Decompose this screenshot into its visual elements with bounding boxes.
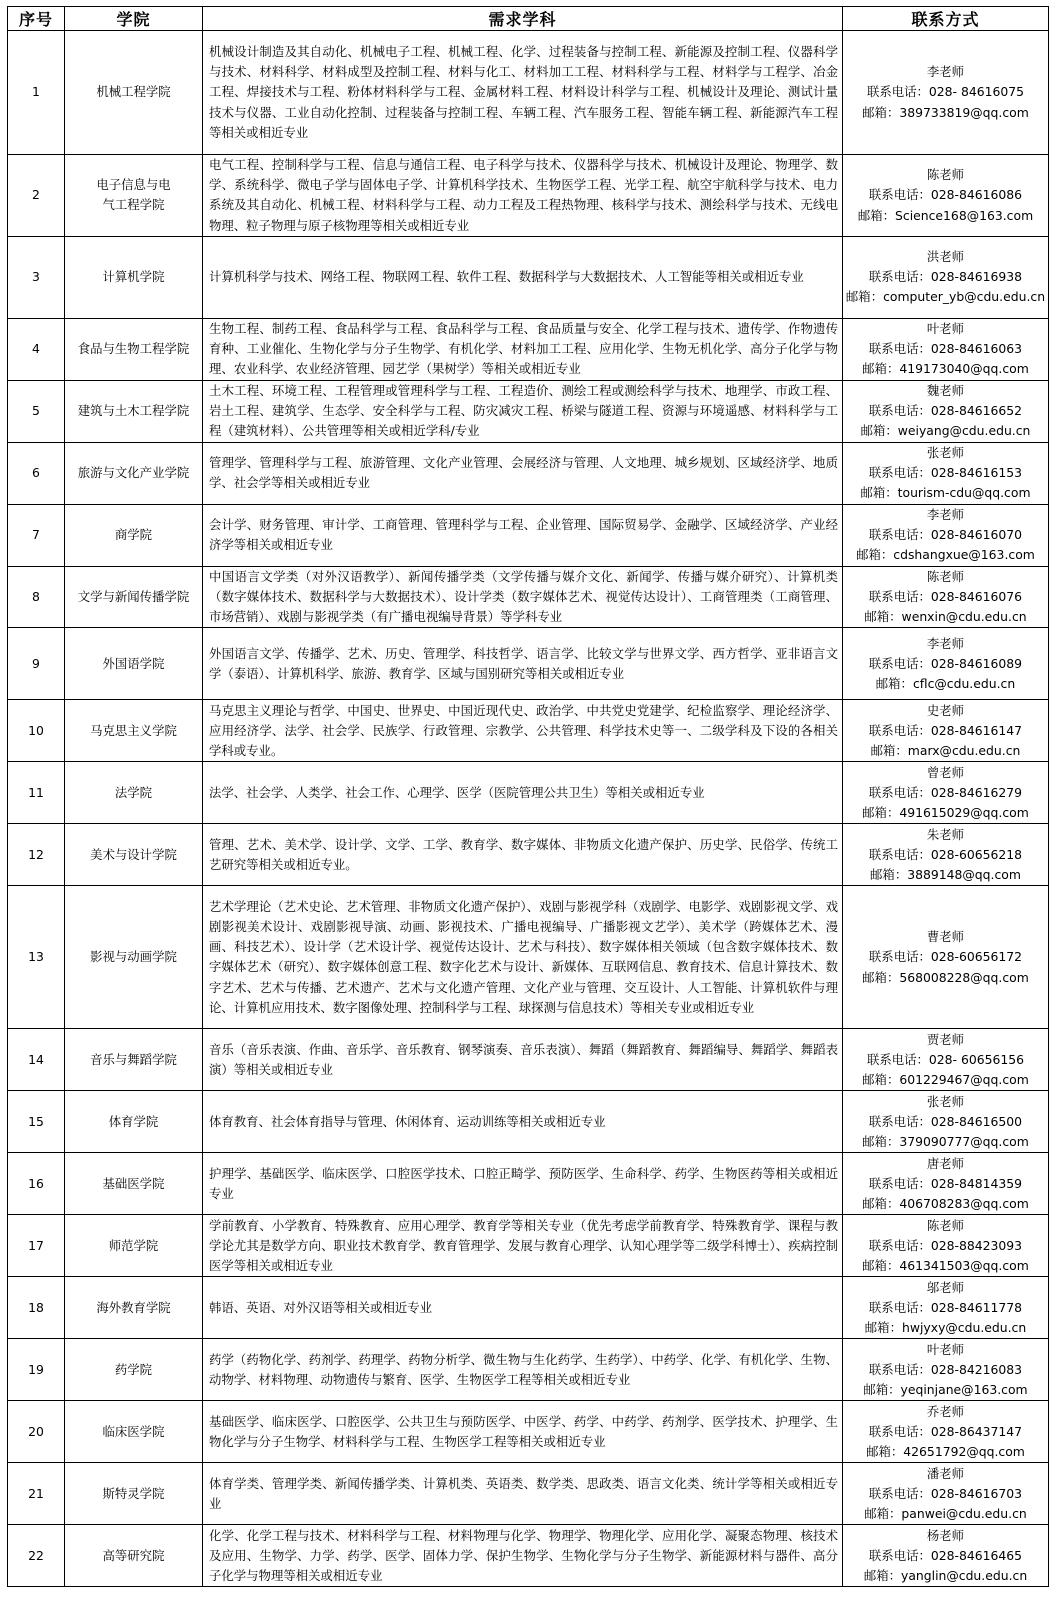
college-name: 药学院 <box>65 1339 203 1401</box>
required-disciplines: 外国语言文学、传播学、艺术、历史、管理学、科技哲学、语言学、比较文学与世界文学、西方哲学、亚非语言文学（泰语）、计算机科学、旅游、教育学、区域与国别研究等相关或相近专业 <box>203 628 843 700</box>
contact-email: 邮箱：461341503@qq.com <box>862 1258 1029 1274</box>
contact-teacher: 叶老师 <box>926 1341 965 1357</box>
header-no: 序号 <box>8 7 65 31</box>
college-name: 外国语学院 <box>65 628 203 700</box>
contact-cell <box>843 1339 1049 1401</box>
contact-teacher: 李老师 <box>926 64 965 80</box>
contact-email: 邮箱：computer_yb@cdu.edu.cn <box>845 289 1046 305</box>
contact-email: 邮箱：406708283@qq.com <box>862 1196 1029 1212</box>
contact-email: 邮箱：marx@cdu.edu.cn <box>870 743 1021 759</box>
contact-phone: 联系电话：028-84616153 <box>868 465 1023 481</box>
college-name: 电子信息与电气工程学院 <box>65 155 203 237</box>
contact-email: 邮箱：601229467@qq.com <box>862 1072 1029 1088</box>
required-disciplines: 体育学类、管理学类、新闻传播学类、计算机类、英语类、数学类、思政类、语言文化类、统计学等相关或相近专业 <box>203 1463 843 1525</box>
contact-phone: 联系电话：028-84616279 <box>868 784 1023 800</box>
contact-phone: 联系电话：028-84616086 <box>868 187 1023 203</box>
college-name: 建筑与土木工程学院 <box>65 380 203 442</box>
table-row <box>8 504 1049 566</box>
recruitment-table <box>7 6 1049 1587</box>
college-name: 计算机学院 <box>65 236 203 318</box>
row-number: 14 <box>8 1029 65 1091</box>
contact-email: 邮箱：weiyang@cdu.edu.cn <box>860 423 1031 439</box>
table-row <box>8 236 1049 318</box>
required-disciplines: 土木工程、环境工程、工程管理或管理科学与工程、工程造价、测绘工程或测绘科学与技术、地理学、市政工程、岩土工程、建筑学、生态学、安全科学与工程、防灾减灾工程、桥梁与隧道工程、资源与环境遥感、材料科学与工程（建筑材料）、公共管理等相关或相近学科/专业 <box>203 380 843 442</box>
row-number: 13 <box>8 886 65 1029</box>
college-name: 斯特灵学院 <box>65 1463 203 1525</box>
row-number: 6 <box>8 442 65 504</box>
contact-cell <box>843 1029 1049 1091</box>
contact-cell <box>843 1401 1049 1463</box>
row-number: 9 <box>8 628 65 700</box>
college-name: 文学与新闻传播学院 <box>65 566 203 628</box>
contact-email: 邮箱：wenxin@cdu.edu.cn <box>864 609 1027 625</box>
contact-email: 邮箱：panwei@cdu.edu.cn <box>864 1506 1027 1522</box>
table-row <box>8 628 1049 700</box>
required-disciplines: 化学、化学工程与技术、材料科学与工程、材料物理与化学、物理学、物理化学、应用化学、凝聚态物理、核技术及应用、生物学、力学、药学、医学、固体力学、保护生物学、生物化学与分子生物学、新能源材料与器件、高分子化学与物理等相关或相近专业 <box>203 1525 843 1587</box>
contact-email: 邮箱：Science168@163.com <box>857 207 1034 223</box>
table-row <box>8 1029 1049 1091</box>
college-name: 食品与生物工程学院 <box>65 318 203 380</box>
required-disciplines: 生物工程、制药工程、食品科学与工程、食品科学与工程、食品质量与安全、化学工程与技术、遗传学、作物遗传育种、工业催化、生物化学与分子生物学、有机化学、材料加工工程、应用化学、生物无机化学、高分子化学与物理、农业科学、农业经济管理、园艺学（果树学）等相关或相近专业 <box>203 318 843 380</box>
required-disciplines: 韩语、英语、对外汉语等相关或相近专业 <box>203 1277 843 1339</box>
table-row <box>8 31 1049 155</box>
contact-phone: 联系电话：028-86437147 <box>868 1423 1023 1439</box>
contact-email: 邮箱：3889148@qq.com <box>870 867 1021 883</box>
row-number: 15 <box>8 1091 65 1153</box>
contact-phone: 联系电话：028-84616076 <box>868 589 1023 605</box>
row-number: 21 <box>8 1463 65 1525</box>
college-name: 商学院 <box>65 504 203 566</box>
contact-email: 邮箱：491615029@qq.com <box>862 805 1029 821</box>
contact-cell <box>843 1525 1049 1587</box>
contact-teacher: 邬老师 <box>926 1279 965 1295</box>
header-contact: 联系方式 <box>843 7 1049 31</box>
contact-cell <box>843 1091 1049 1153</box>
table-row <box>8 1463 1049 1525</box>
required-disciplines: 中国语言文学类（对外汉语教学）、新闻传播学类（文学传播与媒介文化、新闻学、传播与媒介研究）、计算机类（数字媒体技术、数据科学与大数据技术）、设计学类（数字媒体艺术、视觉传达设计）、工商管理类（工商管理、市场营销）、戏剧与影视学类（有广播电视编导背景）等学科专业 <box>203 566 843 628</box>
contact-teacher: 贾老师 <box>926 1031 965 1047</box>
table-row <box>8 824 1049 886</box>
table-row <box>8 1215 1049 1277</box>
table-row <box>8 318 1049 380</box>
contact-email: 邮箱：hwjyxy@cdu.edu.cn <box>864 1320 1027 1336</box>
table-row <box>8 1401 1049 1463</box>
table-row <box>8 1153 1049 1215</box>
contact-teacher: 朱老师 <box>926 826 965 842</box>
contact-email: 邮箱：yanglin@cdu.edu.cn <box>863 1568 1028 1584</box>
contact-phone: 联系电话：028-84616147 <box>868 722 1023 738</box>
college-name: 美术与设计学院 <box>65 824 203 886</box>
contact-teacher: 叶老师 <box>926 321 965 336</box>
required-disciplines: 体育教育、社会体育指导与管理、休闲体育、运动训练等相关或相近专业 <box>203 1091 843 1153</box>
college-name: 机械工程学院 <box>65 31 203 155</box>
row-number: 11 <box>8 762 65 824</box>
contact-phone: 联系电话：028-84616063 <box>868 341 1023 357</box>
contact-phone: 联系电话：028-60656172 <box>868 949 1023 965</box>
row-number: 4 <box>8 318 65 380</box>
required-disciplines: 艺术学理论（艺术史论、艺术管理、非物质文化遗产保护）、戏剧与影视学科（戏剧学、电影学、戏剧影视文学、戏剧影视美术设计、戏剧影视导演、动画、影视技术、广播电视编导、广播影视文艺学）、美术学（跨媒体艺术、漫画、科技艺术）、设计学（艺术设计学、视觉传达设计、艺术与科技）、数字媒体相关领域（包含数字媒体技术、数字媒体艺术（研究）、数字媒体创意工程、数字化艺术与设计、新媒体、互联网信息、教育技术、信息计算技术、数字艺术、艺术与传播、艺术遗产、艺术与文化遗产管理、文化产业与管理、交互设计、人工智能、计算机软件与理论、计算机应用技术、数字图像处理、控制科学与工程、球探测与信息技术）等相关专业或相近专业 <box>203 886 843 1029</box>
contact-phone: 联系电话：028-84616465 <box>868 1547 1023 1563</box>
contact-cell <box>843 31 1049 155</box>
header-disciplines: 需求学科 <box>203 7 843 31</box>
contact-phone: 联系电话：028-84616500 <box>868 1113 1023 1129</box>
table-row <box>8 762 1049 824</box>
contact-cell <box>843 628 1049 700</box>
contact-phone: 联系电话：028-84216083 <box>868 1361 1023 1377</box>
contact-cell <box>843 1463 1049 1525</box>
row-number: 1 <box>8 31 65 155</box>
contact-email: 邮箱：cdshangxue@163.com <box>856 547 1035 563</box>
contact-email: 邮箱：568008228@qq.com <box>862 969 1029 985</box>
contact-phone: 联系电话：028-84616938 <box>868 269 1023 285</box>
contact-teacher: 唐老师 <box>926 1155 965 1171</box>
contact-teacher: 潘老师 <box>926 1465 965 1481</box>
contact-phone: 联系电话：028-84616652 <box>868 403 1023 419</box>
college-name: 临床医学院 <box>65 1401 203 1463</box>
contact-teacher: 曹老师 <box>926 929 965 945</box>
contact-teacher: 陈老师 <box>926 1217 965 1233</box>
college-name: 音乐与舞蹈学院 <box>65 1029 203 1091</box>
contact-cell <box>843 380 1049 442</box>
contact-cell <box>843 504 1049 566</box>
college-name: 影视与动画学院 <box>65 886 203 1029</box>
table-row <box>8 442 1049 504</box>
contact-cell <box>843 762 1049 824</box>
contact-cell <box>843 442 1049 504</box>
contact-email: 邮箱：yeqinjane@163.com <box>863 1382 1028 1398</box>
row-number: 3 <box>8 236 65 318</box>
contact-phone: 联系电话：028-84616703 <box>868 1485 1023 1501</box>
contact-phone: 联系电话：028- 60656156 <box>866 1051 1025 1067</box>
required-disciplines: 计算机科学与技术、网络工程、物联网工程、软件工程、数据科学与大数据技术、人工智能等相关或相近专业 <box>203 236 843 318</box>
row-number: 18 <box>8 1277 65 1339</box>
contact-cell <box>843 824 1049 886</box>
table-row <box>8 380 1049 442</box>
table-row <box>8 1339 1049 1401</box>
row-number: 8 <box>8 566 65 628</box>
required-disciplines: 基础医学、临床医学、口腔医学、公共卫生与预防医学、中医学、药学、中药学、药剂学、医学技术、护理学、生物化学与分子生物学、材料科学与工程、生物医学工程等相关或相近专业 <box>203 1401 843 1463</box>
college-name: 师范学院 <box>65 1215 203 1277</box>
table-body <box>8 31 1049 1587</box>
contact-teacher: 陈老师 <box>926 568 965 584</box>
contact-teacher: 杨老师 <box>926 1527 965 1543</box>
row-number: 7 <box>8 504 65 566</box>
contact-email: 邮箱：389733819@qq.com <box>862 104 1029 120</box>
required-disciplines: 药学（药物化学、药剂学、药理学、药物分析学、微生物与生化药学、生药学）、中药学、化学、有机化学、生物、动物学、材料物理、动物遗传与繁育、医学、生物医学工程等相关或相近专业 <box>203 1339 843 1401</box>
contact-teacher: 乔老师 <box>926 1403 965 1419</box>
contact-teacher: 魏老师 <box>926 383 965 398</box>
college-name: 高等研究院 <box>65 1525 203 1587</box>
contact-teacher: 洪老师 <box>926 249 965 264</box>
table-row <box>8 1525 1049 1587</box>
college-name: 基础医学院 <box>65 1153 203 1215</box>
college-name: 旅游与文化产业学院 <box>65 442 203 504</box>
required-disciplines: 音乐（音乐表演、作曲、音乐学、音乐教育、钢琴演奏、音乐表演）、舞蹈（舞蹈教育、舞蹈编导、舞蹈学、舞蹈表演）等相关或相近专业 <box>203 1029 843 1091</box>
row-number: 5 <box>8 380 65 442</box>
table-row <box>8 1277 1049 1339</box>
row-number: 16 <box>8 1153 65 1215</box>
contact-cell <box>843 1277 1049 1339</box>
contact-email: 邮箱：419173040@qq.com <box>862 361 1029 377</box>
contact-cell <box>843 318 1049 380</box>
contact-teacher: 陈老师 <box>926 167 965 183</box>
required-disciplines: 法学、社会学、人类学、社会工作、心理学、医学（医院管理公共卫生）等相关或相近专业 <box>203 762 843 824</box>
contact-cell <box>843 236 1049 318</box>
table-row <box>8 1091 1049 1153</box>
contact-email: 邮箱：cflc@cdu.edu.cn <box>875 676 1016 692</box>
contact-phone: 联系电话：028-84616070 <box>868 527 1023 543</box>
contact-phone: 联系电话：028- 84616075 <box>866 84 1025 100</box>
contact-cell <box>843 566 1049 628</box>
contact-phone: 联系电话：028-84611778 <box>868 1299 1023 1315</box>
contact-cell <box>843 1215 1049 1277</box>
row-number: 17 <box>8 1215 65 1277</box>
contact-teacher: 张老师 <box>926 445 965 460</box>
required-disciplines: 管理、艺术、美术学、设计学、文学、工学、教育学、数字媒体、非物质文化遗产保护、历史学、民俗学、传统工艺研究等相关或相近专业。 <box>203 824 843 886</box>
contact-teacher: 曾老师 <box>926 764 965 780</box>
row-number: 12 <box>8 824 65 886</box>
college-name: 法学院 <box>65 762 203 824</box>
row-number: 20 <box>8 1401 65 1463</box>
college-name: 海外教育学院 <box>65 1277 203 1339</box>
contact-cell <box>843 155 1049 237</box>
required-disciplines: 学前教育、小学教育、特殊教育、应用心理学、教育学等相关专业（优先考虑学前教育学、特殊教育学、课程与教学论尤其是数学方向、职业技术教育学、教育管理学、发展与教育心理学、认知心理学等二级学科博士）、疾病控制医学等相关或相近专业 <box>203 1215 843 1277</box>
row-number: 10 <box>8 700 65 762</box>
required-disciplines: 马克思主义理论与哲学、中国史、世界史、中国近现代史、政治学、中共党史党建学、纪检监察学、理论经济学、应用经济学、法学、社会学、民族学、行政管理、宗教学、公共管理、科学技术史等一、二级学科及下设的各相关学科或专业。 <box>203 700 843 762</box>
required-disciplines: 会计学、财务管理、审计学、工商管理、管理科学与工程、企业管理、国际贸易学、金融学、区域经济学、产业经济学等相关或相近专业 <box>203 504 843 566</box>
table-row <box>8 566 1049 628</box>
required-disciplines: 护理学、基础医学、临床医学、口腔医学技术、口腔正畸学、预防医学、生命科学、药学、生物医药等相关或相近专业 <box>203 1153 843 1215</box>
contact-phone: 联系电话：028-60656218 <box>868 846 1023 862</box>
required-disciplines: 机械设计制造及其自动化、机械电子工程、机械工程、化学、过程装备与控制工程、新能源及控制工程、仪器科学与技术、材料科学、材料成型及控制工程、材料与化工、材料加工工程、材料科学与工程、材料学与工程学、冶金工程、焊接技术与工程、粉体材料科学与工程、金属材料工程、材料设计科学与工程、机械设计及理论、测试计量技术与仪器、工业自动化控制、过程装备与控制工程、车辆工程、汽车服务工程、智能车辆工程、新能源汽车工程等相关或相近专业 <box>203 31 843 155</box>
header-college: 学院 <box>65 7 203 31</box>
contact-cell <box>843 700 1049 762</box>
contact-teacher: 张老师 <box>926 1093 965 1109</box>
contact-phone: 联系电话：028-84814359 <box>868 1175 1023 1191</box>
contact-phone: 联系电话：028-84616089 <box>868 655 1023 671</box>
row-number: 22 <box>8 1525 65 1587</box>
college-name: 体育学院 <box>65 1091 203 1153</box>
table-row <box>8 700 1049 762</box>
table-row <box>8 155 1049 237</box>
contact-phone: 联系电话：028-88423093 <box>868 1237 1023 1253</box>
row-number: 2 <box>8 155 65 237</box>
contact-teacher: 李老师 <box>926 635 965 651</box>
required-disciplines: 电气工程、控制科学与工程、信息与通信工程、电子科学与技术、仪器科学与技术、机械设计及理论、物理学、数学、系统科学、微电子学与固体电子学、计算机科学技术、生物医学工程、光学工程、航空宇航科学与技术、电力系统及其自动化、机械工程、材料科学与工程、动力工程及工程热物理、核科学与技术、测绘科学与技术、无线电物理、粒子物理与原子核物理等相关或相近专业 <box>203 155 843 237</box>
contact-email: 邮箱：42651792@qq.com <box>866 1444 1025 1460</box>
header-row <box>8 7 1049 31</box>
contact-teacher: 史老师 <box>926 702 965 718</box>
contact-email: 邮箱：tourism-cdu@qq.com <box>860 485 1031 501</box>
table-row <box>8 886 1049 1029</box>
contact-email: 邮箱：379090777@qq.com <box>862 1134 1029 1150</box>
required-disciplines: 管理学、管理科学与工程、旅游管理、文化产业管理、会展经济与管理、人文地理、城乡规划、区域经济学、地质学、社会学等相关或相近专业 <box>203 442 843 504</box>
contact-cell <box>843 1153 1049 1215</box>
contact-teacher: 李老师 <box>926 507 965 522</box>
row-number: 19 <box>8 1339 65 1401</box>
college-name: 马克思主义学院 <box>65 700 203 762</box>
contact-cell <box>843 886 1049 1029</box>
